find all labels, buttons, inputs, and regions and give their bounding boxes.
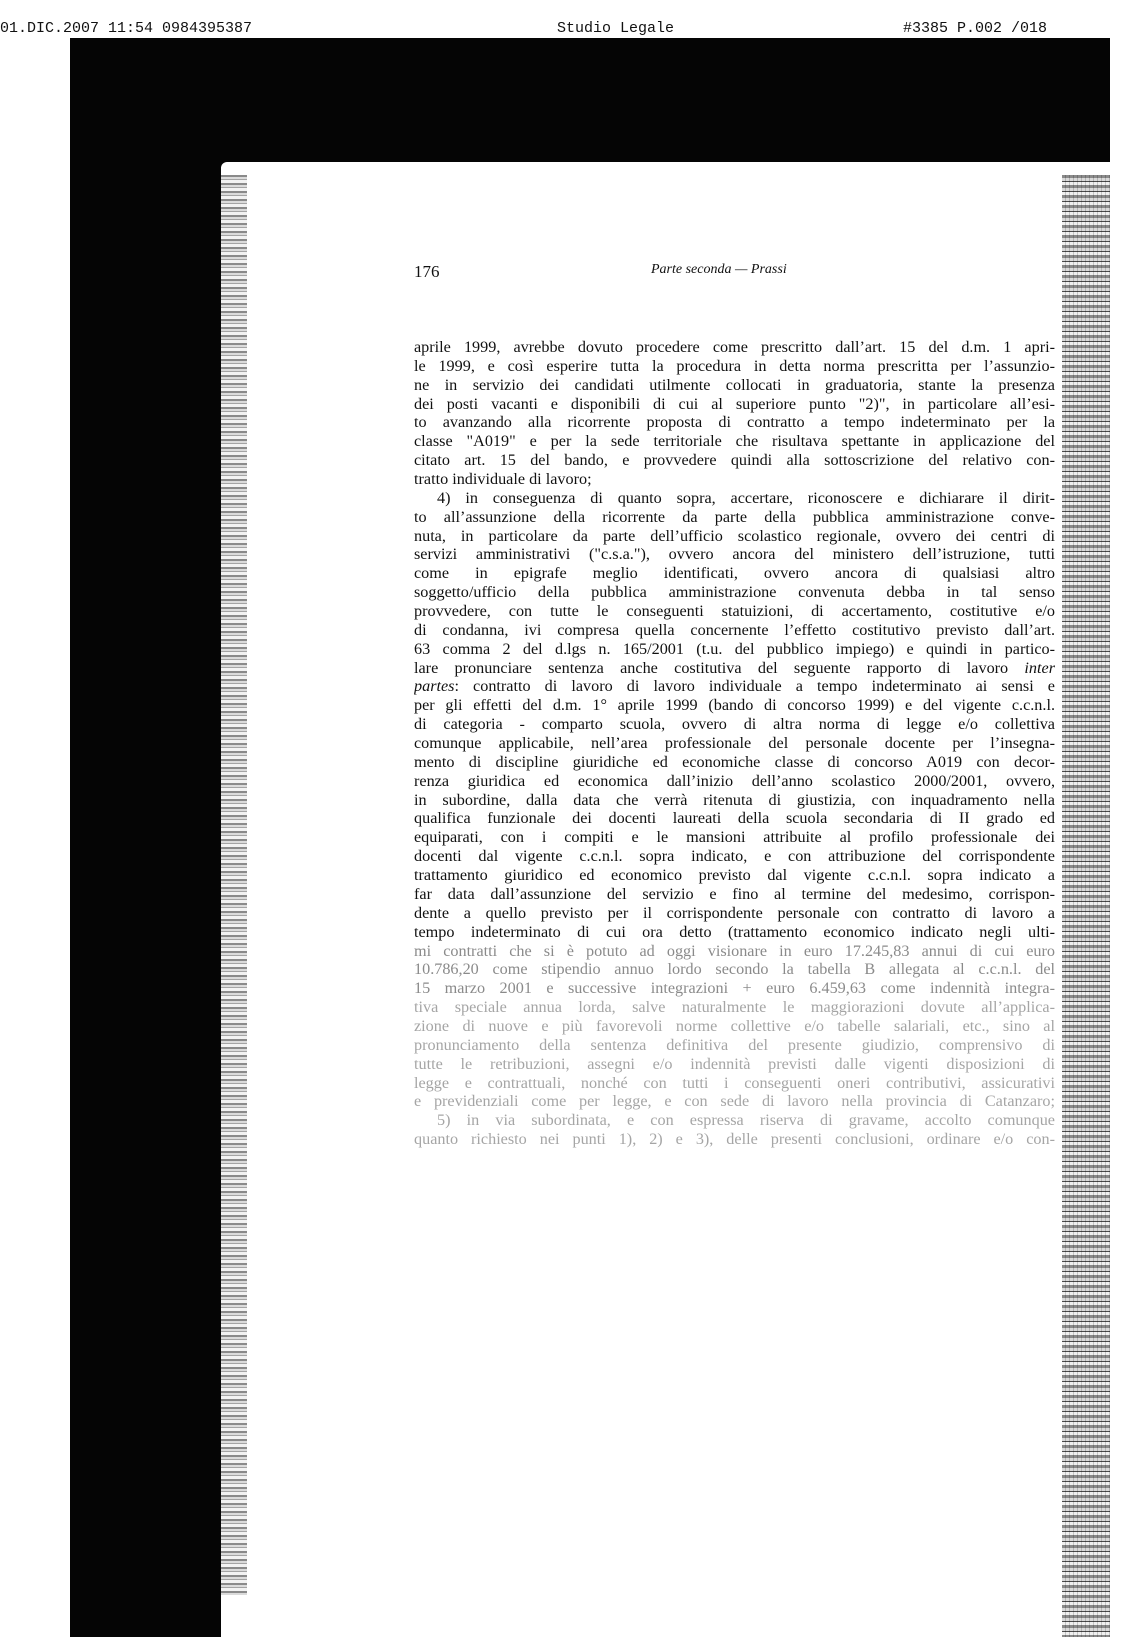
- text-line: soggetto/ufficio della pubblica amministrazione convenuta debba in tal senso: [414, 583, 1055, 602]
- text-line: le 1999, e così esperire tutta la procedura in detta norma prescritta per l’assunzio-: [414, 356, 1055, 375]
- text-line: 5) in via subordinata, e con espressa riserva di gravame, accolto comunque: [437, 1111, 1055, 1130]
- fax-transmission-header: [0, 0, 1130, 38]
- text-line: partes: contratto di lavoro di lavoro individuale a tempo indeterminato ai sensi e: [414, 677, 1055, 696]
- text-line: renza giuridica ed economica dall’inizio dell’anno scolastico 2000/2001, ovvero,: [414, 771, 1055, 790]
- text-line: qualifica funzionale dei docenti laureati della scuola secondaria di II grado ed: [414, 809, 1055, 828]
- text-line: di condanna, ivi compresa quella concernente l’effetto costitutivo previsto dall’art.: [414, 620, 1055, 639]
- text-line: tiva speciale annua lorda, salve naturalmente le maggiorazioni dovute all’applica-: [414, 998, 1055, 1017]
- text-line: classe "A019" e per la sede territoriale che risultava spettante in applicazione del: [414, 432, 1055, 451]
- text-line: tutte le retribuzioni, assegni e/o indennità previsti dalle vigenti disposizioni di: [414, 1054, 1055, 1073]
- text-line: trattamento giuridico ed economico previsto dal vigente c.c.n.l. sopra indicato a: [414, 866, 1055, 885]
- text-line: to all’assunzione della ricorrente da parte della pubblica amministrazione conve-: [414, 507, 1055, 526]
- text-line: e previdenziali come per legge, e con sede di lavoro nella provincia di Catanzaro;: [414, 1092, 1055, 1111]
- text-line: dei posti vacanti e disponibili di cui al superiore punto "2)", in particolare all’esi-: [414, 394, 1055, 413]
- text-line: per gli effetti del d.m. 1° aprile 1999 (bando di concorso 1999) e del vigente c.c.n.l.: [414, 696, 1055, 715]
- text-line: mento di discipline giuridiche ed economiche classe di concorso A019 con decor-: [414, 752, 1055, 771]
- page-binding-edge: [1062, 175, 1110, 1637]
- text-line: legge e contrattuali, nonché con tutti i conseguenti oneri contributivi, assicurativi: [414, 1073, 1055, 1092]
- text-line: comunque applicabile, nell’area professionale del personale docente per l’insegna-: [414, 734, 1055, 753]
- text-line: 15 marzo 2001 e successive integrazioni + euro 6.459,63 come indennità integra-: [414, 979, 1055, 998]
- text-line: mi contratti che si è potuto ad oggi visionare in euro 17.245,83 annui di cui euro: [414, 941, 1055, 960]
- text-line: quanto richiesto nei punti 1), 2) e 3), delle presenti conclusioni, ordinare e/o con-: [414, 1130, 1055, 1149]
- text-line: tempo indeterminato di cui ora detto (trattamento economico indicato negli ulti-: [414, 922, 1055, 941]
- text-line: come in epigrafe meglio identificati, ovvero ancora di qualsiasi altro: [414, 564, 1055, 583]
- text-line: 10.786,20 come stipendio annuo lordo secondo la tabella B allegata al c.c.n.l. del: [414, 960, 1055, 979]
- text-line: to avanzando alla ricorrente proposta di contratto a tempo indeterminato per la: [414, 413, 1055, 432]
- text-line: docenti dal vigente c.c.n.l. sopra indicato, e con attribuzione del corrispondente: [414, 847, 1055, 866]
- text-line: zione di nuove e più favorevoli norme collettive e/o tabelle salariali, etc., sino al: [414, 1016, 1055, 1035]
- text-line: tratto individuale di lavoro;: [414, 470, 592, 489]
- text-line: far data dall’assunzione del servizio e fino al termine del medesimo, corrispon-: [414, 884, 1055, 903]
- text-line: equiparati, con i compiti e le mansioni attribuite al profilo professionale dei: [414, 828, 1055, 847]
- text-line: 4) in conseguenza di quanto sopra, accertare, riconoscere e dichiarare il dirit-: [437, 488, 1055, 507]
- page-left-edge-noise: [221, 175, 247, 1595]
- text-line: nuta, in particolare da parte dell’ufficio scolastico regionale, ovvero dei centri di: [414, 526, 1055, 545]
- text-line: ne in servizio dei candidati utilmente collocati in graduatoria, stante la presenza: [414, 375, 1055, 394]
- text-line: di categoria - comparto scuola, ovvero di altra norma di legge e/o collettiva: [414, 715, 1055, 734]
- fax-date-number: 01.DIC.2007 11:54 0984395387: [0, 20, 253, 37]
- fax-sender: Studio Legale: [557, 20, 675, 37]
- text-line: citato art. 15 del bando, e provvedere quindi alla sottoscrizione del relativo con-: [414, 451, 1055, 470]
- text-line: provvedere, con tutte le conseguenti statuizioni, di accertamento, costitutive e/o: [414, 602, 1055, 621]
- text-line: lare pronunciare sentenza anche costitutiva del seguente rapporto di lavoro inter: [414, 658, 1055, 677]
- running-head: [0, 262, 1130, 282]
- page-number: 176: [414, 262, 440, 281]
- text-line: dente a quello previsto per il corrispondente personale con contratto di lavoro a: [414, 903, 1055, 922]
- text-line: in subordine, dalla data che verrà ritenuta di giustizia, con inquadramento nella: [414, 790, 1055, 809]
- body-text: [414, 338, 1055, 1149]
- text-line: aprile 1999, avrebbe dovuto procedere come prescritto dall’art. 15 del d.m. 1 apri-: [414, 338, 1055, 356]
- running-title: Parte seconda — Prassi: [651, 262, 787, 277]
- fax-page-counter: #3385 P.002 /018: [903, 20, 1048, 37]
- text-line: servizi amministrativi ("c.s.a."), ovvero ancora del ministero dell’istruzione, tutti: [414, 545, 1055, 564]
- text-line: pronunciamento della sentenza definitiva del presente giudizio, comprensivo di: [414, 1035, 1055, 1054]
- text-line: 63 comma 2 del d.lgs n. 165/2001 (t.u. del pubblico impiego) e quindi in partico-: [414, 639, 1055, 658]
